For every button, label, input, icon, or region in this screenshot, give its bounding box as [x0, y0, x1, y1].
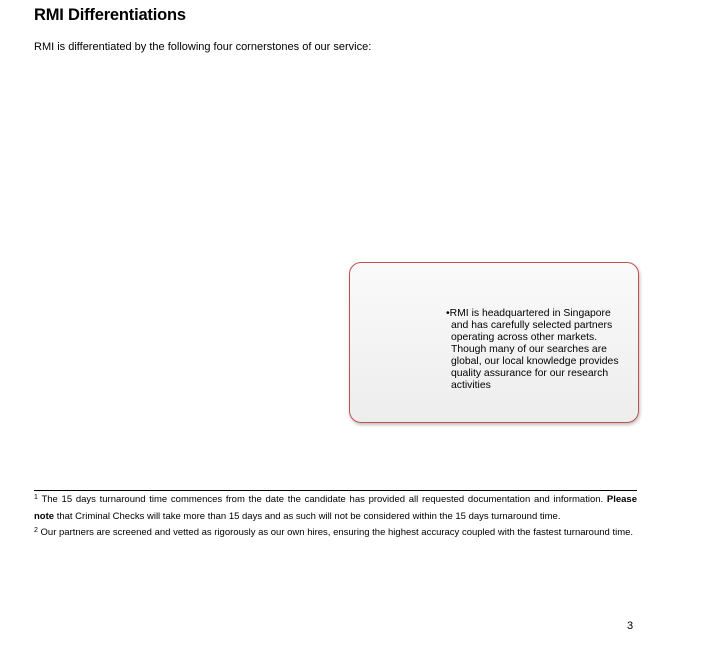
footnote-2 [34, 525, 637, 542]
footnote-bold-text: Please note [34, 494, 638, 522]
footnote-1 [34, 492, 637, 525]
footnote-marker: 2 [34, 527, 38, 534]
footnote-text: The 15 days turnaround time commences from the date the candidate has provided all requested documentation and information. [41, 494, 607, 505]
intro-paragraph: RMI is differentiated by the following four cornerstones of our service: [34, 41, 372, 53]
callout-line-2: and has carefully selected partners [451, 320, 613, 331]
callout-box [349, 262, 639, 423]
callout-line-6: quality assurance for our research [451, 368, 609, 379]
callout-line-text: RMI is headquartered in Singapore [449, 308, 611, 319]
footnote-text: Our partners are screened and vetted as rigorously as our own hires, ensuring the highest accuracy coupled with the fastest turnaround time. [40, 527, 634, 538]
callout-text [446, 308, 642, 392]
callout-line-3: operating across other markets. [451, 332, 598, 343]
footnote-marker: 1 [34, 494, 38, 501]
bullet-marker: • [446, 308, 450, 319]
page-number: 3 [627, 620, 634, 632]
footnote-separator [34, 490, 637, 491]
callout-line-4: Though many of our searches are [451, 344, 607, 355]
callout-line-1 [446, 308, 642, 320]
footnote-text: that Criminal Checks will take more than 15 days and as such will not be considered within the 15 days turnaround time. [54, 510, 561, 522]
callout-line-5: global, our local knowledge provides [451, 356, 619, 367]
page-title: RMI Differentiations [34, 6, 186, 24]
footnotes [34, 492, 637, 542]
callout-line-7: activities [451, 380, 491, 391]
